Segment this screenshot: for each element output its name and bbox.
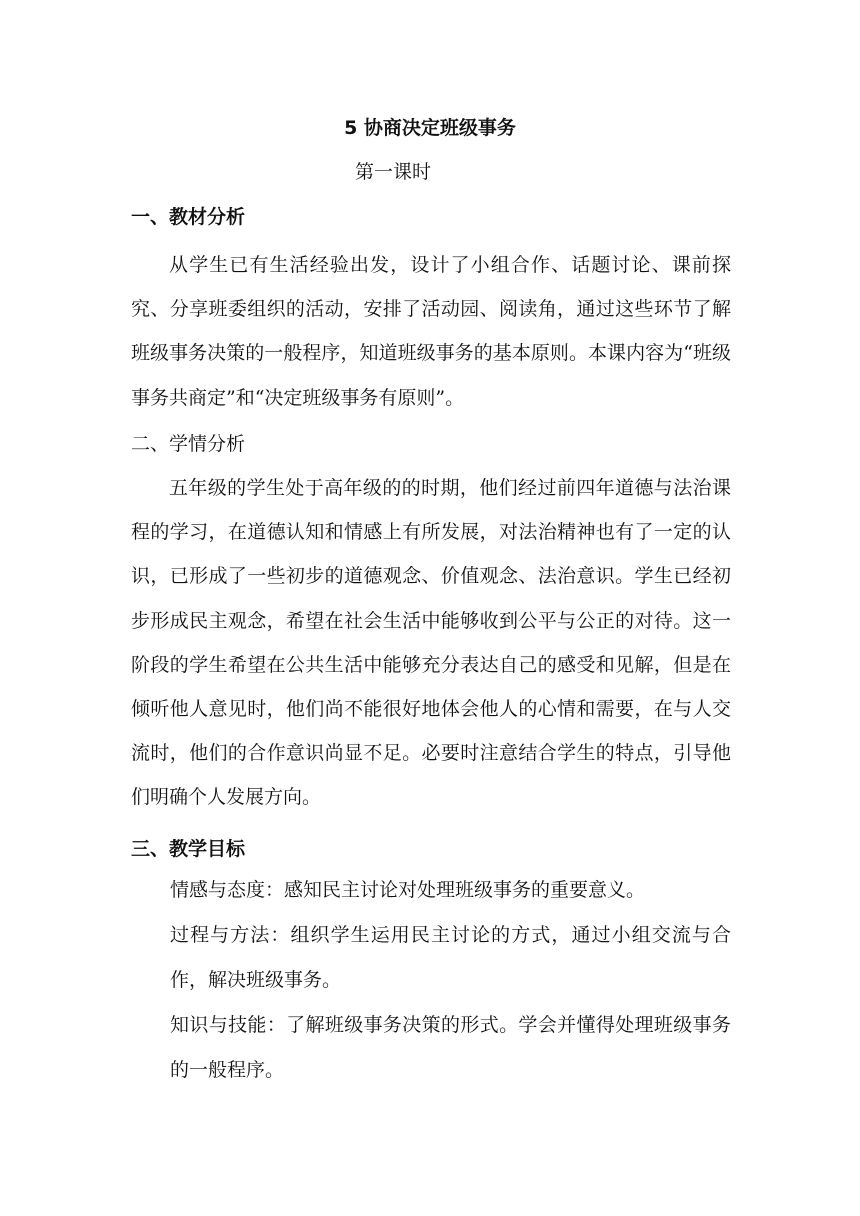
goal-emotion-attitude: 情感与态度：感知民主讨论对处理班级事务的重要意义。: [170, 879, 646, 901]
textbook-analysis-paragraph: 从学生已有生活经验出发，设计了小组合作、话题讨论、课前探究、分享班委组织的活动，安排了活动园、阅读角，通过这些环节了解班级事务决策的一般程序，知道班级事务的基本原则。本课内容为“班级事务共商定”和“决定班级事务有原则”。: [131, 254, 731, 409]
section-heading-teaching-goals: 三、教学目标: [131, 838, 246, 860]
student-analysis-paragraph: 五年级的学生处于高年级的的时期，他们经过前四年道德与法治课程的学习，在道德认知和情感上有所发展，对法治精神也有了一定的认识，已形成了一些初步的道德观念、价值观念、法治意识。学生已经初步形成民主观念，希望在社会生活中能够收到公平与公正的对待。这一阶段的学生希望在公共生活中能够充分表达自己的感受和见解，但是在倾听他人意见时，他们尚不能很好地体会他人的心情和需要，在与人交流时，他们的合作意识尚显不足。必要时注意结合学生的特点，引导他们明确个人发展方向。: [131, 477, 731, 809]
goal-process-method: 过程与方法：组织学生运用民主讨论的方式，通过小组交流与合作，解决班级事务。: [170, 924, 731, 991]
lesson-subtitle: 第一课时: [354, 161, 431, 183]
goal-knowledge-skills: 知识与技能：了解班级事务决策的形式。学会并懂得处理班级事务的一般程序。: [170, 1014, 731, 1081]
section-heading-student-analysis: 二、学情分析: [131, 433, 246, 455]
section-heading-textbook-analysis: 一、教材分析: [131, 206, 246, 228]
lesson-title: 5 协商决定班级事务: [344, 117, 516, 139]
